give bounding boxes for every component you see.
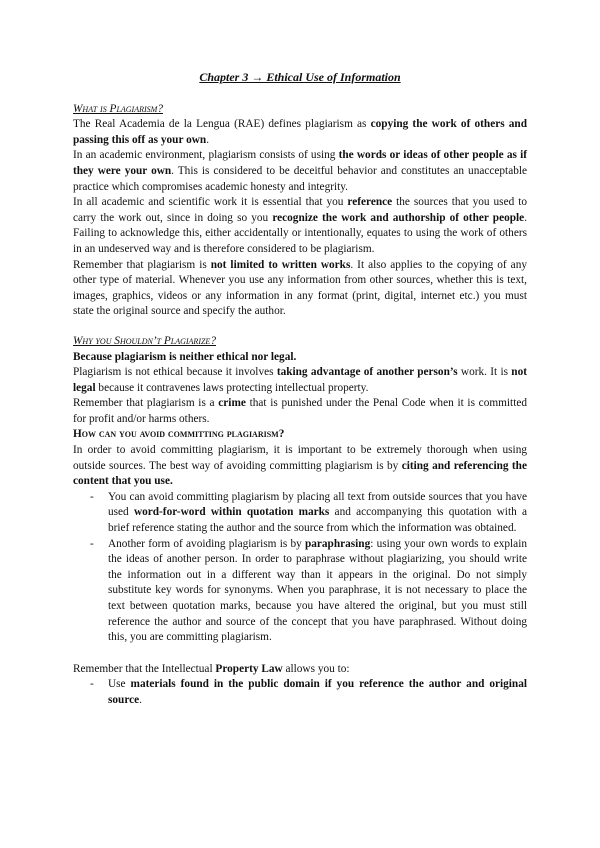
- paragraph: The Real Academia de la Lengua (RAE) defines plagiarism as copying the work of others and passing this off as your own.: [73, 118, 527, 146]
- chapter-title: Chapter 3 → Ethical Use of Information: [199, 70, 401, 84]
- bullet-list: [73, 677, 527, 708]
- bullet-list: [73, 490, 527, 646]
- heading-why-not-plagiarize: Why you Shouldn’t Plagiarize?: [73, 334, 216, 347]
- paragraph: Remember that the Intellectual Property Law allows you to:: [73, 662, 350, 675]
- paragraph: In all academic and scientific work it is essential that you reference the sources that you used to carry the work out, since in doing so you recognize the work and authorship of other people. Failing to acknowledge this, either accidentally or intentionally, equates to using the work of others in an undeserved way and is therefore considered to be plagiarism.: [73, 196, 528, 255]
- paragraph: Plagiarism is not ethical because it involves taking advantage of another person’s work. It is not legal because it contravenes laws protecting intellectual property.: [73, 366, 527, 394]
- dash-bullet: -: [90, 490, 94, 503]
- document-page: [73, 70, 527, 709]
- list-item: - Use materials found in the public domain if you reference the author and original source.: [90, 678, 527, 706]
- dash-bullet: -: [90, 678, 94, 691]
- paragraph: Remember that plagiarism is a crime that is punished under the Penal Code when it is committed for profit and/or harms others.: [73, 397, 527, 425]
- subheading-avoid-plagiarism: How can you avoid committing plagiarism?: [73, 428, 285, 441]
- heading-what-is-plagiarism: What is Plagiarism?: [73, 102, 163, 115]
- list-item: - You can avoid committing plagiarism by placing all text from outside sources that you have used word-for-word within quotation marks and accompanying this quotation with a brief reference stating the author and the source from which the information was obtained.: [90, 490, 527, 535]
- list-item: - Another form of avoiding plagiarism is by paraphrasing: using your own words to explain the ideas of another person. In order to paraphrase without plagiarizing, you should write the information out in a different way than it appears in the original. Do not simply substitute key words for synonyms. When you paraphrase, it is not necessary to place the text between quotation marks, because you have altered the original, but you must still reference the author and source of the concept that you have paraphrased. Without doing this, you are committing plagiarism.: [90, 537, 527, 644]
- paragraph: In an academic environment, plagiarism consists of using the words or ideas of other people as if they were your own. This is considered to be deceitful behavior and constitutes an unacceptable practice which compromises academic honesty and integrity.: [73, 149, 528, 193]
- dash-bullet: -: [90, 537, 94, 550]
- paragraph: In order to avoid committing plagiarism, it is important to be extremely thorough when using outside sources. The best way of avoiding committing plagiarism is by citing and referencing the content that you use.: [73, 444, 527, 488]
- paragraph: Remember that plagiarism is not limited to written works. It also applies to the copying of any other type of material. Whenever you use any information from other sources, whether this is text, images, graphics, videos or any information in any format (print, digital, internet etc.) you must state the original source and specify the author.: [73, 258, 527, 318]
- bold-statement: Because plagiarism is neither ethical nor legal.: [73, 350, 297, 363]
